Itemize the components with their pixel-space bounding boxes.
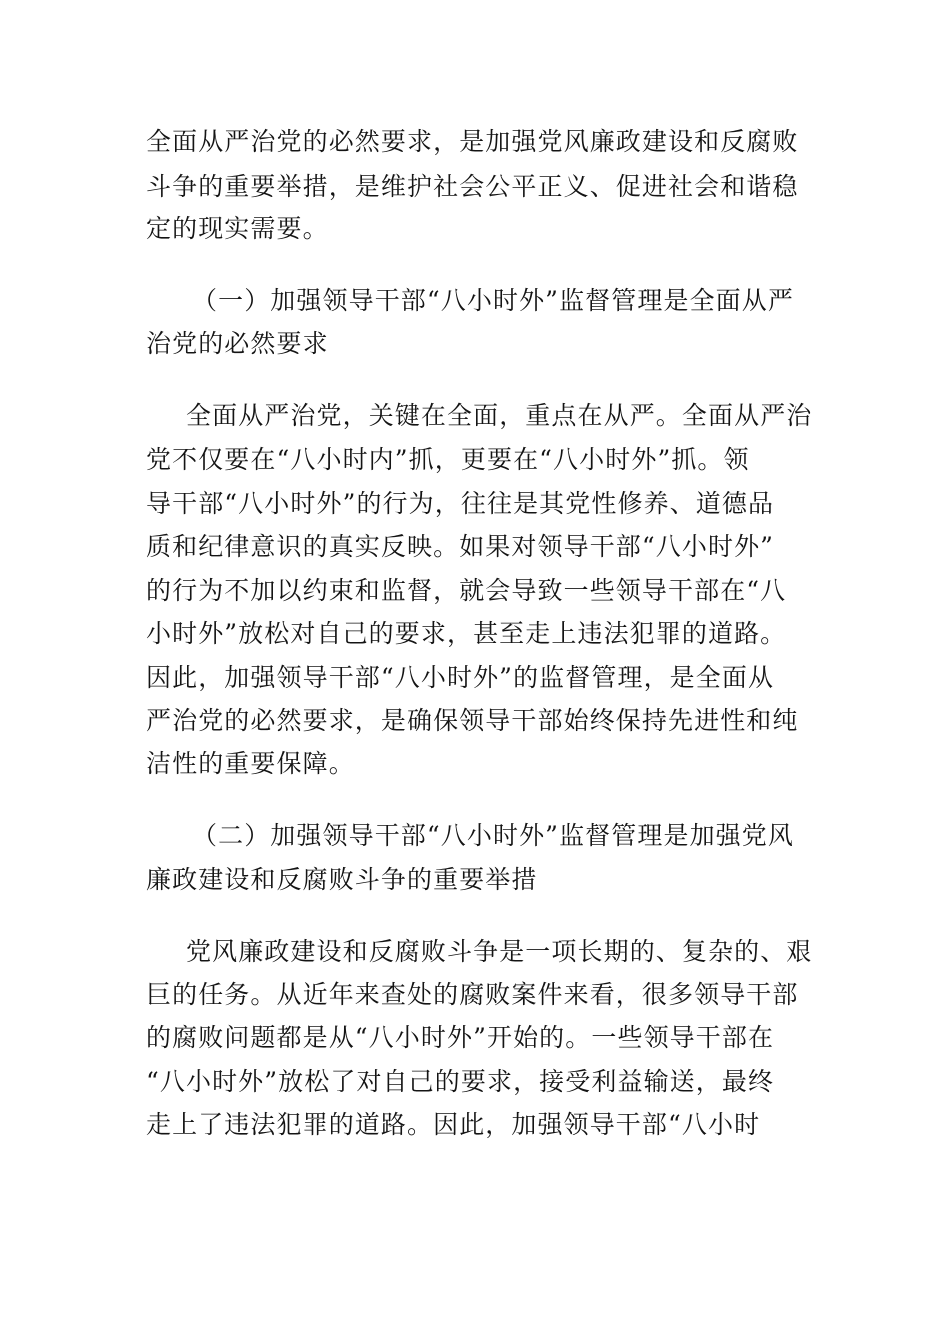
paragraph-line: 质和纪律意识的真实反映。如果对领导干部“八小时外” <box>146 532 775 561</box>
paragraph-line: 严治党的必然要求，是确保领导干部始终保持先进性和纯 <box>146 706 799 735</box>
paragraph-line: 党风廉政建设和反腐败斗争是一项长期的、复杂的、艰 <box>186 937 813 966</box>
paragraph-line: 走上了违法犯罪的道路。因此，加强领导干部“八小时 <box>146 1110 761 1139</box>
paragraph-line: 因此，加强领导干部“八小时外”的监督管理，是全面从 <box>146 663 775 692</box>
paragraph-line: 定的现实需要。 <box>146 214 329 243</box>
paragraph-line: 全面从严治党的必然要求，是加强党风廉政建设和反腐败 <box>146 127 799 156</box>
paragraph-line: 导干部“八小时外”的行为，往往是其党性修养、道德品 <box>146 489 775 518</box>
section-heading-2: （二）加强领导干部“八小时外”监督管理是加强党风 <box>192 821 794 850</box>
paragraph-line: 的腐败问题都是从“八小时外”开始的。一些领导干部在 <box>146 1023 775 1052</box>
section-heading-1-cont: 治党的必然要求 <box>146 329 329 358</box>
paragraph-line: 党不仅要在“八小时内”抓，更要在“八小时外”抓。领 <box>146 445 750 474</box>
section-heading-2-cont: 廉政建设和反腐败斗争的重要举措 <box>146 865 538 894</box>
paragraph-line: 巨的任务。从近年来查处的腐败案件来看，很多领导干部 <box>146 980 799 1009</box>
paragraph-line: 小时外”放松对自己的要求，甚至走上违法犯罪的道路。 <box>146 619 787 648</box>
paragraph-line: “八小时外”放松了对自己的要求，接受利益输送，最终 <box>146 1067 775 1096</box>
paragraph-line: 全面从严治党，关键在全面，重点在从严。全面从严治 <box>186 401 813 430</box>
paragraph-line: 斗争的重要举措，是维护社会公平正义、促进社会和谐稳 <box>146 172 799 201</box>
paragraph-line: 洁性的重要保障。 <box>146 749 355 778</box>
paragraph-line: 的行为不加以约束和监督，就会导致一些领导干部在“八 <box>146 576 787 605</box>
section-heading-1: （一）加强领导干部“八小时外”监督管理是全面从严 <box>192 286 794 315</box>
